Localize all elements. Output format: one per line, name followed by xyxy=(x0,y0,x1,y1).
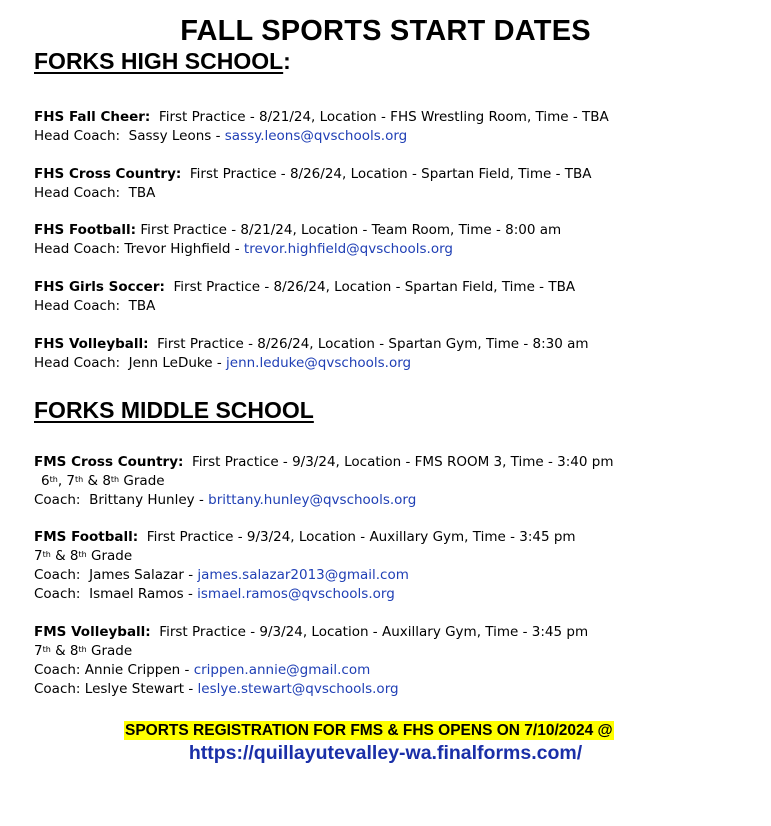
grade-suffix: th xyxy=(42,645,51,654)
coach-label: Head Coach: xyxy=(34,298,121,314)
sport-line xyxy=(34,528,576,546)
sport-line xyxy=(34,221,561,239)
grade-suffix: th xyxy=(74,475,84,484)
coach-line xyxy=(34,297,155,315)
grade-word: Grade xyxy=(86,643,133,659)
sport-line xyxy=(34,278,575,296)
coach-label: Coach: xyxy=(34,567,81,583)
coach-email-link[interactable]: ismael.ramos@qvschools.org xyxy=(197,586,395,602)
coach-email-link[interactable]: sassy.leons@qvschools.org xyxy=(224,128,408,144)
coach-line xyxy=(34,127,407,145)
coach-name: Ismael Ramos - xyxy=(89,586,193,602)
high-school-heading-text: FORKS HIGH SCHOOL xyxy=(34,48,284,74)
coach-line xyxy=(34,184,155,202)
grade-line xyxy=(34,547,132,565)
sport-name: FMS Football: xyxy=(34,529,139,545)
grade-num: 6 xyxy=(41,473,50,489)
coach-name: TBA xyxy=(128,298,156,314)
sport-line xyxy=(34,623,588,641)
middle-school-heading-text: FORKS MIDDLE SCHOOL xyxy=(34,397,314,423)
registration-url-link[interactable]: https://quillayutevalley-wa.finalforms.com/ xyxy=(188,742,583,764)
coach-name: James Salazar - xyxy=(89,567,194,583)
grade-suffix: th xyxy=(49,475,58,484)
grade-suffix: th xyxy=(42,550,51,559)
sport-line xyxy=(34,165,591,183)
grade-suffix: th xyxy=(78,645,87,654)
coach-name: Sassy Leons - xyxy=(128,128,221,144)
grade-line xyxy=(41,472,165,490)
coach-email-link[interactable]: crippen.annie@gmail.com xyxy=(193,662,371,678)
coach-name: Brittany Hunley - xyxy=(89,492,204,508)
coach-line xyxy=(34,354,411,372)
coach-label: Head Coach: xyxy=(34,128,121,144)
sport-line xyxy=(34,453,614,471)
grade-suffix: th xyxy=(78,550,87,559)
grade-num: 7 xyxy=(34,643,43,659)
grade-num: & 8 xyxy=(50,643,79,659)
coach-email-link[interactable]: trevor.highfield@qvschools.org xyxy=(243,241,453,257)
coach-name: Annie Crippen - xyxy=(84,662,190,678)
coach-email-link[interactable]: leslye.stewart@qvschools.org xyxy=(197,681,399,697)
coach-line xyxy=(34,585,395,603)
grade-num: & 8 xyxy=(83,473,111,489)
coach-email-link[interactable]: james.salazar2013@gmail.com xyxy=(197,567,409,583)
coach-label: Coach: xyxy=(34,662,81,678)
coach-label: Head Coach: xyxy=(34,355,121,371)
page-title: FALL SPORTS START DATES xyxy=(180,15,591,47)
grade-word: Grade xyxy=(119,473,165,489)
high-school-heading xyxy=(34,47,291,75)
sport-details: First Practice - 8/26/24, Location - Spartan Field, Time - TBA xyxy=(173,279,576,295)
coach-line xyxy=(34,661,370,679)
coach-line xyxy=(34,566,409,584)
sport-details: First Practice - 9/3/24, Location - Auxillary Gym, Time - 3:45 pm xyxy=(159,624,589,640)
sport-details: First Practice - 8/26/24, Location - Spartan Gym, Time - 8:30 am xyxy=(157,336,589,352)
sport-name: FHS Fall Cheer: xyxy=(34,109,151,125)
sport-line xyxy=(34,335,589,353)
grade-num: 7 xyxy=(34,548,43,564)
coach-line xyxy=(34,491,416,509)
coach-name: TBA xyxy=(128,185,156,201)
sport-details: First Practice - 8/26/24, Location - Spartan Field, Time - TBA xyxy=(189,166,592,182)
sport-name: FHS Football: xyxy=(34,222,137,238)
middle-school-heading xyxy=(34,396,314,424)
registration-banner: SPORTS REGISTRATION FOR FMS & FHS OPENS ON 7/10/2024 @ xyxy=(125,722,613,739)
coach-name: Leslye Stewart - xyxy=(84,681,194,697)
sport-name: FMS Cross Country: xyxy=(34,454,184,470)
grade-word: Grade xyxy=(86,548,133,564)
coach-label: Head Coach: xyxy=(34,185,121,201)
sport-name: FHS Cross Country: xyxy=(34,166,182,182)
grade-num: & 8 xyxy=(50,548,79,564)
sport-name: FHS Girls Soccer: xyxy=(34,279,165,295)
coach-email-link[interactable]: brittany.hunley@qvschools.org xyxy=(208,492,417,508)
coach-email-link[interactable]: jenn.leduke@qvschools.org xyxy=(226,355,412,371)
coach-line xyxy=(34,240,453,258)
coach-label: Head Coach: xyxy=(34,241,121,257)
heading-colon: : xyxy=(283,48,291,74)
coach-name: Trevor Highfield - xyxy=(124,241,240,257)
grade-num: , 7 xyxy=(57,473,75,489)
coach-line xyxy=(34,680,399,698)
sport-details: First Practice - 9/3/24, Location - FMS ROOM 3, Time - 3:40 pm xyxy=(192,454,614,470)
grade-line xyxy=(34,642,132,660)
coach-label: Coach: xyxy=(34,492,81,508)
sport-line xyxy=(34,108,609,126)
sport-name: FHS Volleyball: xyxy=(34,336,149,352)
coach-label: Coach: xyxy=(34,681,81,697)
coach-name: Jenn LeDuke - xyxy=(128,355,222,371)
sport-details: First Practice - 8/21/24, Location - FHS Wrestling Room, Time - TBA xyxy=(158,109,609,125)
coach-label: Coach: xyxy=(34,586,81,602)
grade-suffix: th xyxy=(110,475,120,484)
sport-details: First Practice - 8/21/24, Location - Team Room, Time - 8:00 am xyxy=(140,222,562,238)
sport-name: FMS Volleyball: xyxy=(34,624,151,640)
sport-details: First Practice - 9/3/24, Location - Auxillary Gym, Time - 3:45 pm xyxy=(146,529,576,545)
